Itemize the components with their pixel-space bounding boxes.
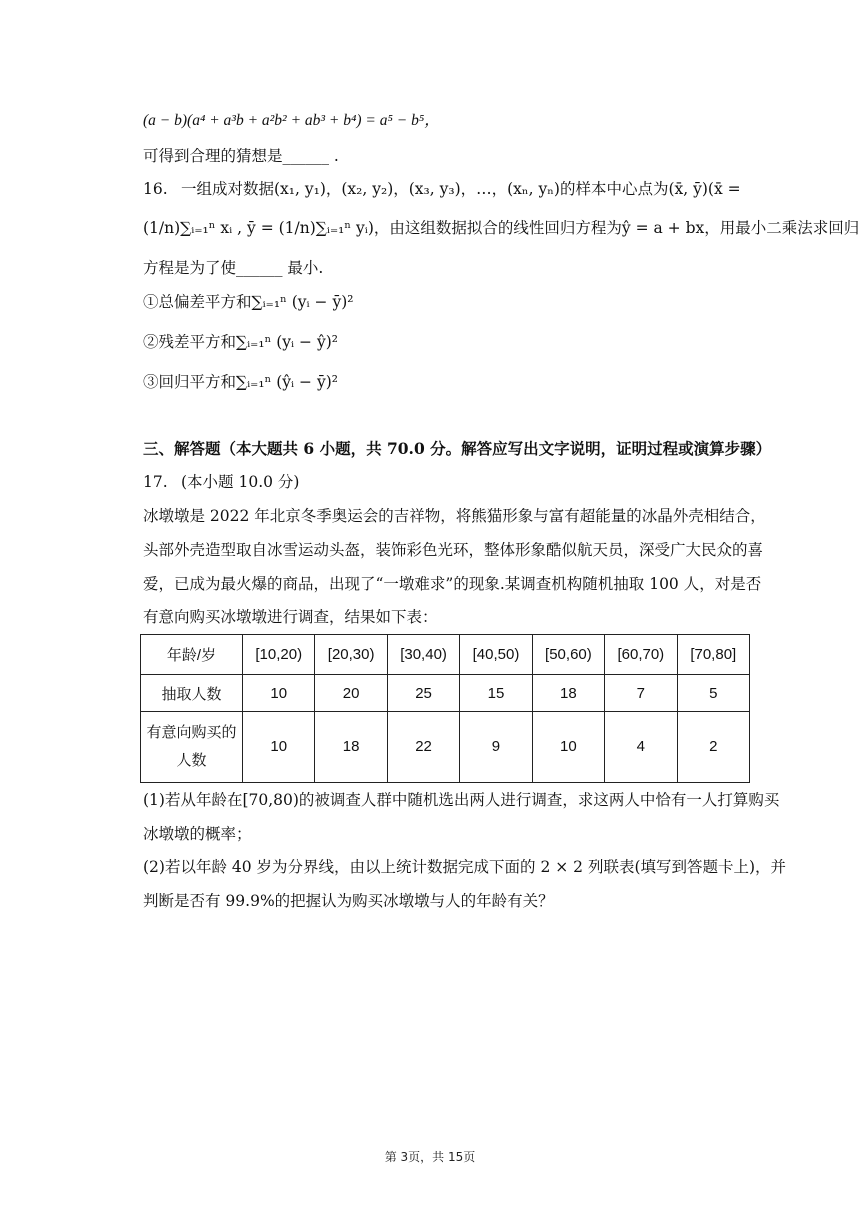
table-row: [141, 635, 750, 675]
table-header-cell: [60,70): [605, 635, 677, 675]
table-row-label: 抽取人数: [141, 675, 243, 712]
q17-header: [143, 470, 299, 494]
table-header-cell: [40,50): [460, 635, 532, 675]
row-label-part: 人数: [176, 752, 207, 769]
option-1: ①总偏差平方和∑ᵢ₌₁ⁿ (yᵢ − ȳ)²: [143, 293, 354, 311]
q17-paragraph-1: 冰墩墩是 2022 年北京冬季奥运会的吉祥物，将熊猫形象与富有超能量的冰晶外壳相结合，: [143, 507, 766, 525]
table-cell: 10: [243, 675, 315, 712]
sub-question-2-line-2: 判断是否有 99.9%的把握认为购买冰墩墩与人的年龄有关？: [143, 892, 554, 910]
sub-question-1-line-1: (1)若从年龄在[70,80)的被调查人群中随机选出两人进行调查，求这两人中恰有一人打算购买: [143, 791, 780, 809]
table-cell: 18: [315, 712, 387, 783]
option-3: ③回归平方和∑ᵢ₌₁ⁿ (ŷᵢ − ȳ)²: [143, 373, 338, 391]
table-cell: 20: [315, 675, 387, 712]
q17-score: (本小题 10.0 分): [181, 473, 300, 491]
table-cell: 5: [677, 675, 749, 712]
table-cell: 10: [243, 712, 315, 783]
option-2: ②残差平方和∑ᵢ₌₁ⁿ (yᵢ − ŷ)²: [143, 333, 338, 351]
table-cell: 9: [460, 712, 532, 783]
q17-paragraph-4: 有意向购买冰墩墩进行调查，结果如下表：: [143, 608, 438, 626]
table-row-label: [141, 712, 243, 783]
table-cell: 18: [532, 675, 604, 712]
section-heading: 三、解答题（本大题共 6 小题，共 70.0 分。解答应写出文字说明，证明过程或演算步骤）: [143, 439, 772, 458]
table-header-cell: [30,40): [387, 635, 459, 675]
table-cell: 10: [532, 712, 604, 783]
page-footer: 第 3页，共 15页: [384, 1150, 476, 1164]
table-header-cell: [70,80]: [677, 635, 749, 675]
q16-line-2: (1/n)∑ᵢ₌₁ⁿ xᵢ , ȳ = (1/n)∑ᵢ₌₁ⁿ yᵢ)，由这组数据拟合的线性回归方程为ŷ = a + bx，用最小二乘法求回归: [143, 219, 860, 237]
q16-line-3: 方程是为了使______ 最小.: [143, 259, 324, 277]
conjecture-line: 可得到合理的猜想是______ .: [143, 147, 339, 165]
table-cell: 25: [387, 675, 459, 712]
q16-text: 一组成对数据(x₁, y₁)，(x₂, y₂)，(x₃, y₃)，…，(xₙ, yₙ)的样本中心点为(x̄, ȳ)(x̄ =: [181, 180, 741, 198]
table-cell: 15: [460, 675, 532, 712]
table-header-cell: [50,60): [532, 635, 604, 675]
question-number: 17.: [143, 473, 168, 491]
table-cell: 4: [605, 712, 677, 783]
row-label-part: 有意向购买的: [146, 724, 237, 741]
sub-question-1-line-2: 冰墩墩的概率；: [143, 825, 252, 843]
table-cell: 7: [605, 675, 677, 712]
question-number: 16.: [143, 180, 168, 198]
q17-paragraph-2: 头部外壳造型取自冰雪运动头盔，装饰彩色光环，整体形象酷似航天员，深受广大民众的喜: [143, 541, 764, 559]
table-header-cell: [10,20): [243, 635, 315, 675]
sub-question-2-line-1: (2)若以年龄 40 岁为分界线，由以上统计数据完成下面的 2 × 2 列联表(填写到答题卡上)，并: [143, 858, 787, 876]
table-row: [141, 675, 750, 712]
survey-table: [140, 634, 750, 783]
table-row: [141, 712, 750, 783]
identity-line: (a − b)(a⁴ + a³b + a²b² + ab³ + b⁴) = a⁵ − b⁵，: [143, 112, 440, 129]
q17-paragraph-3: 爱，已成为最火爆的商品，出现了“一墩难求”的现象.某调查机构随机抽取 100 人，对是否: [143, 575, 762, 593]
table-cell: 22: [387, 712, 459, 783]
table-header-cell: 年龄/岁: [141, 635, 243, 675]
table-cell: 2: [677, 712, 749, 783]
q16-line-1: [143, 177, 741, 201]
table-header-cell: [20,30): [315, 635, 387, 675]
